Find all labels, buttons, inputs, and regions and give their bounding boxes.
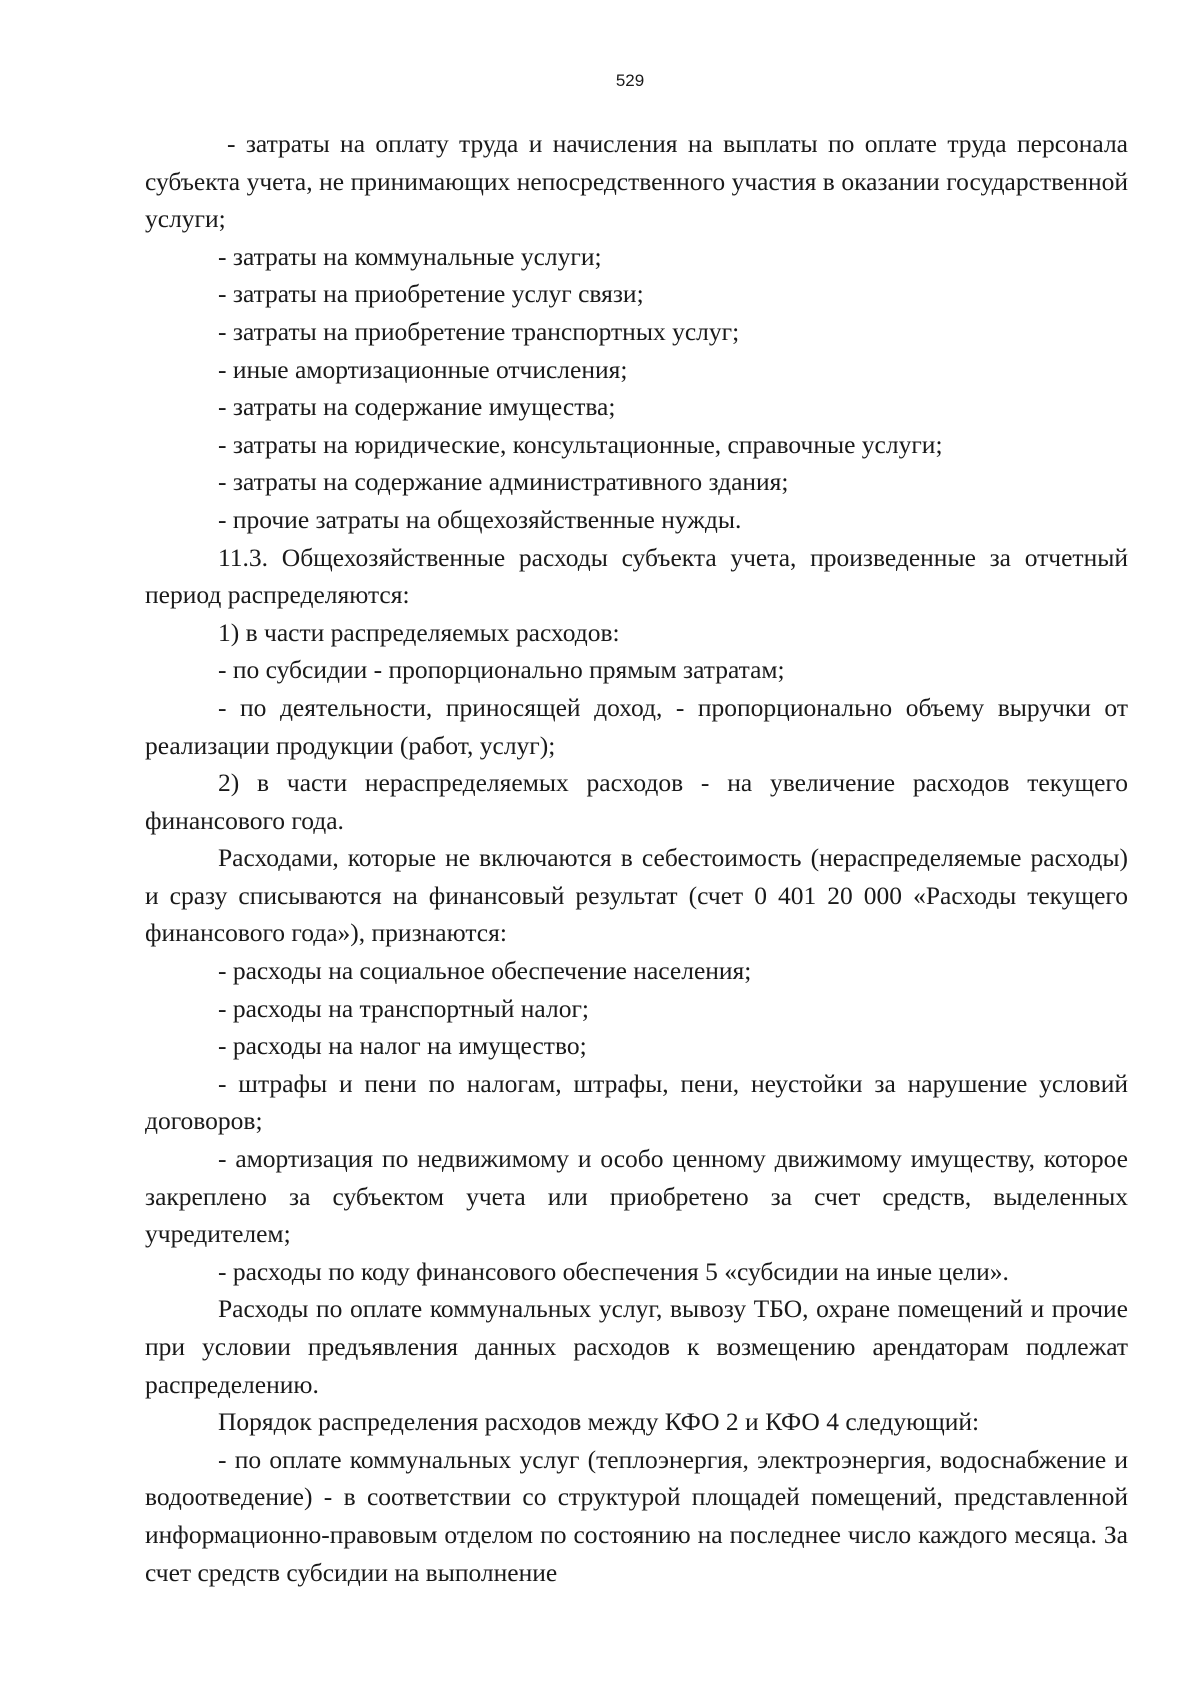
paragraph-section-11-3: 11.3. Общехозяйственные расходы субъекта учета, произведенные за отчетный период распределяются: — [145, 542, 1128, 610]
paragraph-property-tax: - расходы на налог на имущество; — [218, 1031, 587, 1061]
paragraph-distributed-costs: 1) в части распределяемых расходов: — [218, 617, 620, 647]
paragraph-subsidy: - по субсидии - пропорционально прямым затратам; — [218, 655, 785, 685]
paragraph-funding-code-5: - расходы по коду финансового обеспечения 5 «субсидии на иные цели». — [218, 1256, 1009, 1286]
paragraph-transport: - затраты на приобретение транспортных услуг; — [218, 316, 740, 346]
paragraph-excluded-expenses: Расходами, которые не включаются в себестоимость (нераспределяемые расходы) и сразу списываются на финансовый результат (счет 0 401 20 000 «Расходы текущего финансового года»), признаются: — [145, 843, 1128, 948]
paragraph-undistributed-costs: 2) в части нераспределяемых расходов - на увеличение расходов текущего финансового года. — [145, 768, 1128, 835]
paragraph-personnel-costs: - затраты на оплату труда и начисления на выплаты по оплате труда персонала субъекта учета, не принимающих непосредственного участия в оказании государственной услуги; — [145, 129, 1128, 234]
paragraph-social-security: - расходы на социальное обеспечение населения; — [218, 956, 752, 986]
paragraph-depreciation: - иные амортизационные отчисления; — [218, 354, 628, 384]
paragraph-distribution-order: Порядок распределения расходов между КФО 2 и КФО 4 следующий: — [218, 1407, 980, 1437]
paragraph-utilities: - затраты на коммунальные услуги; — [218, 241, 602, 271]
paragraph-tenant-expenses: Расходы по оплате коммунальных услуг, вывозу ТБО, охране помещений и прочие при условии предъявления данных расходов к возмещению арендаторам подлежат распределению. — [145, 1294, 1128, 1399]
paragraph-fines: - штрафы и пени по налогам, штрафы, пени, неустойки за нарушение условий договоров; — [145, 1068, 1128, 1136]
paragraph-transport-tax: - расходы на транспортный налог; — [218, 993, 589, 1023]
paragraph-income-activity: - по деятельности, приносящей доход, - пропорционально объему выручки от реализации продукции (работ, услуг); — [145, 692, 1128, 760]
paragraph-property-maintenance: - затраты на содержание имущества; — [218, 392, 616, 422]
paragraph-legal-services: - затраты на юридические, консультационные, справочные услуги; — [218, 429, 943, 459]
paragraph-communication: - затраты на приобретение услуг связи; — [218, 279, 644, 309]
paragraph-utility-distribution: - по оплате коммунальных услуг (теплоэнергия, электроэнергия, водоснабжение и водоотведение) - в соответствии со структурой площадей помещений, представленной информационно-правовым отделом по состоянию на последнее число каждого месяца. За счет средств субсидии на выполнение — [145, 1444, 1128, 1587]
page-number: 529 — [615, 71, 645, 90]
document-body — [145, 125, 1128, 1591]
paragraph-admin-building: - затраты на содержание административного здания; — [218, 467, 789, 497]
paragraph-other-costs: - прочие затраты на общехозяйственные нужды. — [218, 504, 742, 534]
paragraph-amortization: - амортизация по недвижимому и особо ценному движимому имуществу, которое закреплено за субъектом учета или приобретено за счет средств, выделенных учредителем; — [145, 1144, 1128, 1249]
